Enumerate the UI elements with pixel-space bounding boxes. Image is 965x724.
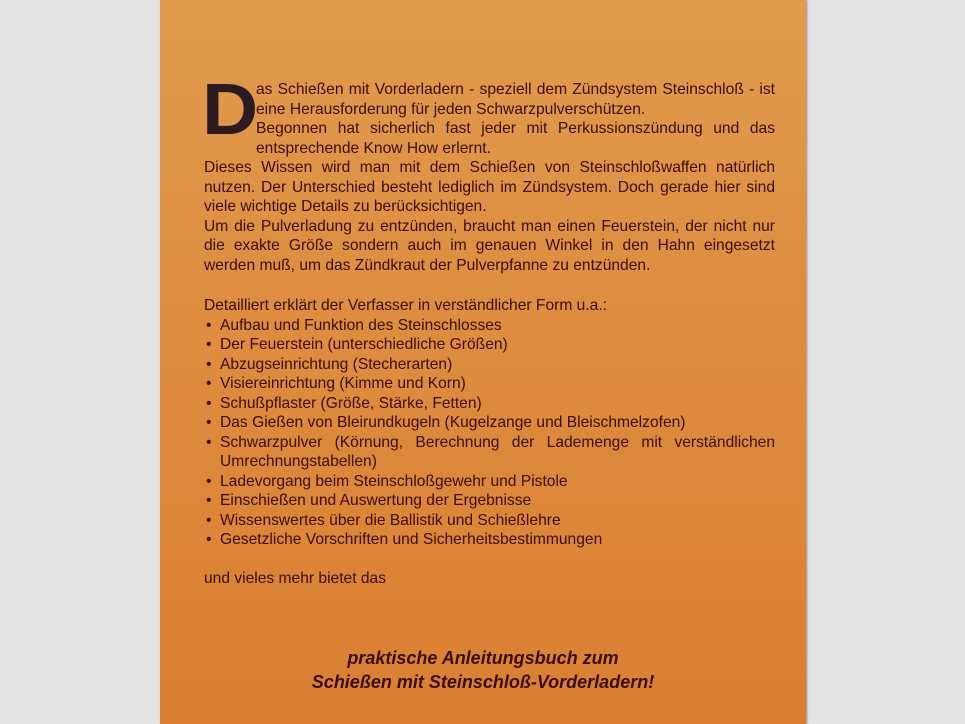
book-back-cover xyxy=(160,0,806,724)
tagline-line-2: Schießen mit Steinschloß-Vorderladern! xyxy=(311,672,655,692)
list-item: • Wissenswertes über die Ballistik und Schießlehre xyxy=(206,511,561,529)
paragraph-2: Dieses Wissen wird man mit dem Schießen von Steinschloßwaffen natürlich nutzen. Der Unterschied besteht lediglich im Zündsystem. Doch gerade hier sind viele wichtige Details zu berücksichtigen. xyxy=(204,159,775,215)
bullet-icon: • xyxy=(206,355,212,373)
paragraph-1: Begonnen hat sicherlich fast jeder mit Perkussionszündung und das entsprechende Know How erlernt. xyxy=(256,120,775,157)
list-item: • Abzugseinrichtung (Stecherarten) xyxy=(206,355,453,373)
spacer xyxy=(204,275,775,296)
bullet-icon: • xyxy=(206,472,212,490)
bullet-icon: • xyxy=(206,433,212,451)
drop-cap: D xyxy=(202,70,256,150)
list-lead: Detailliert erklärt der Verfasser in verständlicher Form u.a.: xyxy=(204,297,607,314)
bullet-icon: • xyxy=(206,414,212,431)
bullet-icon: • xyxy=(206,375,212,392)
bullet-icon: • xyxy=(206,531,212,548)
list-item: • Schußpflaster (Größe, Stärke, Fetten) xyxy=(206,394,482,412)
list-item: • Einschießen und Auswertung der Ergebnisse xyxy=(206,492,532,509)
intro-text: as Schießen mit Vorderladern - speziell dem Zündsystem Steinschloß - ist eine Herausforderung für jeden Schwarzpulverschützen. xyxy=(256,81,775,118)
blurb-text xyxy=(202,70,775,588)
bullet-icon: • xyxy=(206,394,212,412)
list-item: • Schwarzpulver (Körnung, Berechnung der Lademenge mit verständlichen Umrechnungstabellen) xyxy=(206,433,775,470)
tagline-line-1: praktische Anleitungsbuch zum xyxy=(347,648,619,668)
bullet-icon: • xyxy=(206,336,212,353)
topic-list xyxy=(204,316,775,550)
list-item: • Das Gießen von Bleirundkugeln (Kugelzange und Bleischmelzofen) xyxy=(206,414,686,431)
list-item: • Gesetzliche Vorschriften und Sicherheitsbestimmungen xyxy=(206,531,603,548)
list-item: • Ladevorgang beim Steinschloßgewehr und Pistole xyxy=(206,472,568,490)
bullet-icon: • xyxy=(206,511,212,529)
list-item: • Der Feuerstein (unterschiedliche Größen) xyxy=(206,336,508,353)
paragraph-3: Um die Pulverladung zu entzünden, braucht man einen Feuerstein, der nicht nur die exakte Größe sondern auch im genauen Winkel in den Hahn eingesetzt werden muß, um das Zündkraut der Pulverpfanne zu entzünden. xyxy=(204,217,775,274)
closing-text: und vieles mehr bietet das xyxy=(204,569,387,587)
book-tagline xyxy=(160,646,806,694)
list-item: • Aufbau und Funktion des Steinschlosses xyxy=(206,316,502,334)
bullet-icon: • xyxy=(206,316,212,334)
bullet-icon: • xyxy=(206,492,212,509)
list-item: • Visiereinrichtung (Kimme und Korn) xyxy=(206,375,466,392)
